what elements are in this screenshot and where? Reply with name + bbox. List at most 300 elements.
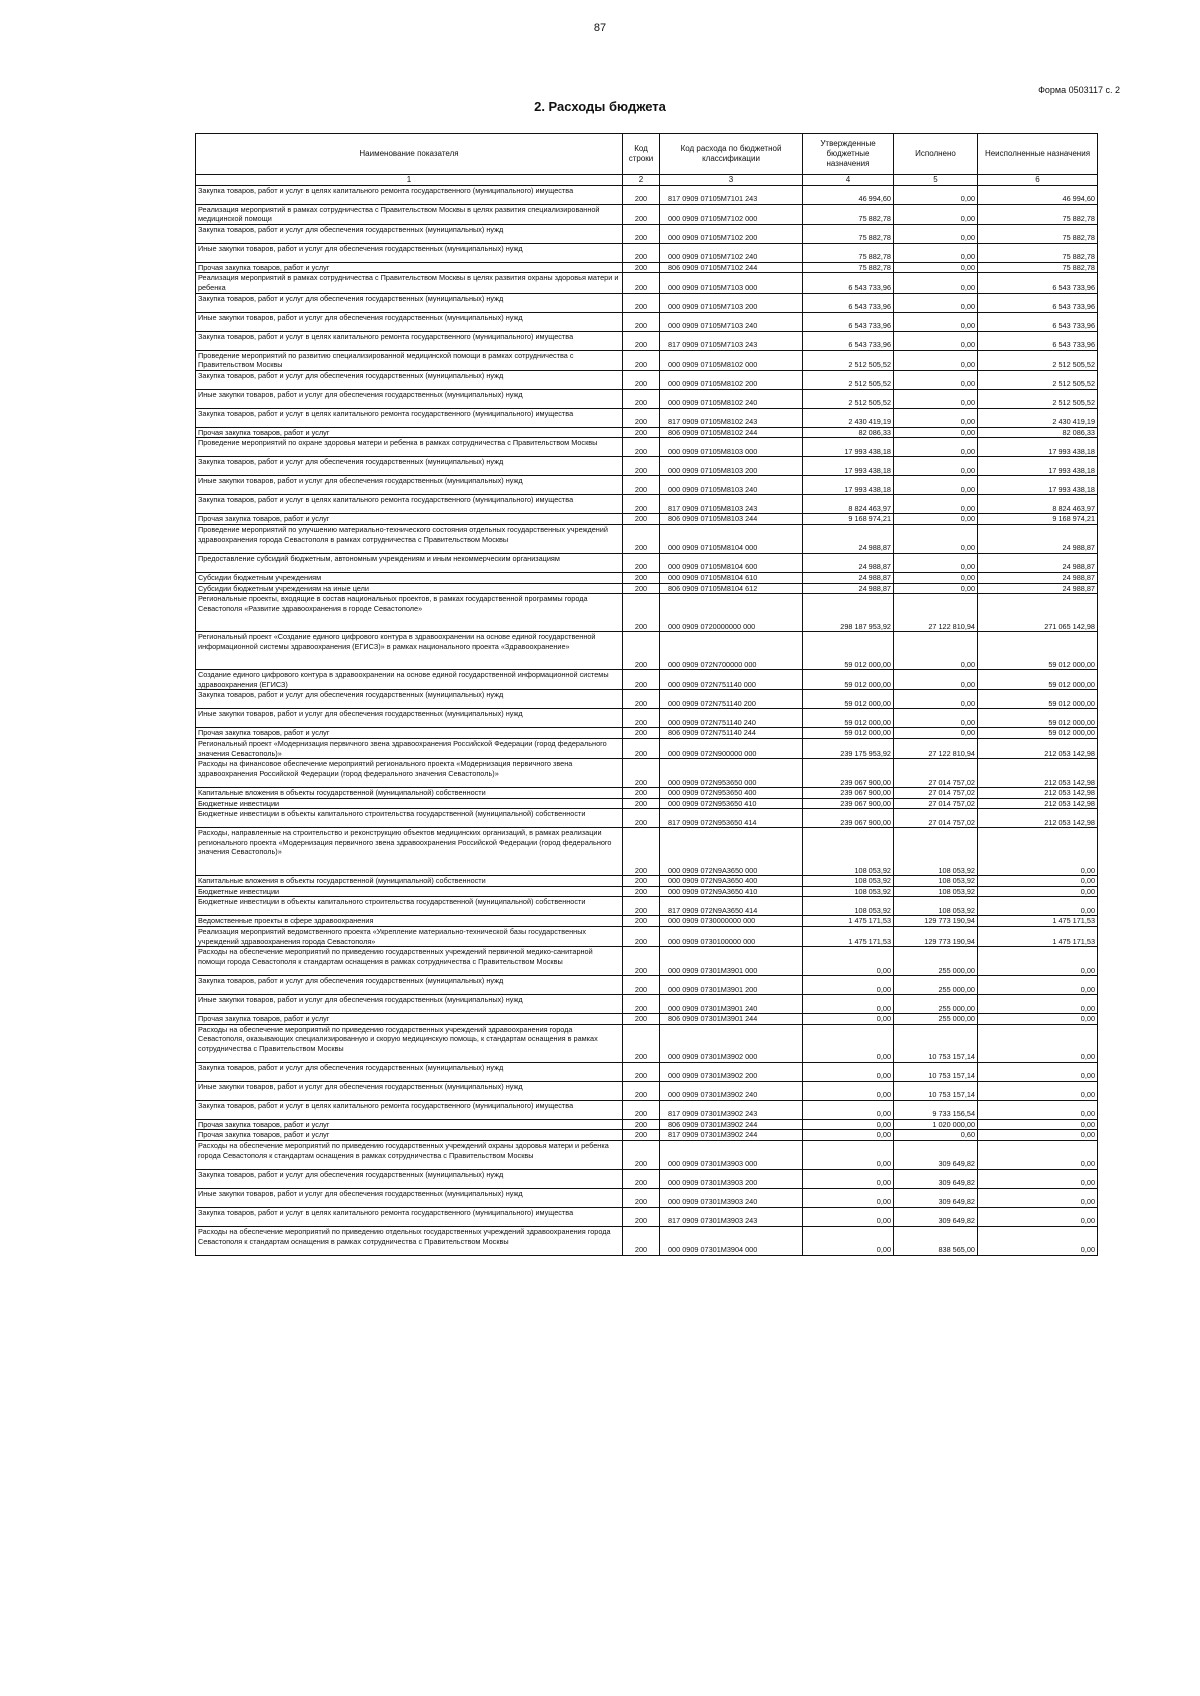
column-number: 3	[660, 175, 803, 186]
row-line-code: 200	[623, 495, 660, 514]
row-unexecuted: 17 993 438,18	[978, 457, 1098, 476]
row-unexecuted: 24 988,87	[978, 583, 1098, 594]
row-expense-code: 806 0909 07301М3902 244	[660, 1119, 803, 1130]
row-name: Расходы на обеспечение мероприятий по приведению государственных учреждений первичной медико-санитарной помощи города Севастополя к стандартам оснащения в рамках сотрудничества с Правительством Москвы	[196, 947, 623, 976]
row-approved: 0,00	[803, 976, 894, 995]
row-expense-code: 000 0909 07105М7102 200	[660, 224, 803, 243]
row-approved: 9 168 974,21	[803, 514, 894, 525]
row-executed: 0,00	[894, 185, 978, 204]
row-name: Закупка товаров, работ и услуг для обеспечения государственных (муниципальных) нужд	[196, 370, 623, 389]
column-number-row	[196, 175, 1098, 186]
row-executed: 0,00	[894, 457, 978, 476]
row-unexecuted: 59 012 000,00	[978, 670, 1098, 690]
row-name: Расходы на финансовое обеспечение мероприятий регионального проекта «Модернизация первичного звена здравоохранения Российской Федерации (город федерального значения Севастополь)»	[196, 759, 623, 788]
row-expense-code: 806 0909 07105М7102 244	[660, 262, 803, 273]
row-name: Региональный проект «Модернизация первичного звена здравоохранения Российской Федерации (город федерального значения Севастополь)»	[196, 738, 623, 758]
row-expense-code: 806 0909 07105М8104 612	[660, 583, 803, 594]
table-row	[196, 350, 1098, 370]
row-unexecuted: 212 053 142,98	[978, 759, 1098, 788]
row-line-code: 200	[623, 1119, 660, 1130]
table-row	[196, 728, 1098, 739]
header-name: Наименование показателя	[196, 134, 623, 175]
table-row	[196, 1189, 1098, 1208]
row-executed: 27 122 810,94	[894, 594, 978, 632]
row-expense-code: 000 0909 07301М3901 200	[660, 976, 803, 995]
row-unexecuted: 0,00	[978, 828, 1098, 876]
row-name: Закупка товаров, работ и услуг в целях капитального ремонта государственного (муниципального) имущества	[196, 185, 623, 204]
row-expense-code: 000 0909 07301М3903 240	[660, 1189, 803, 1208]
row-expense-code: 806 0909 072N751140 244	[660, 728, 803, 739]
page-title: 2. Расходы бюджета	[534, 99, 666, 114]
table-row	[196, 947, 1098, 976]
row-approved: 239 067 900,00	[803, 759, 894, 788]
table-row	[196, 224, 1098, 243]
row-line-code: 200	[623, 553, 660, 572]
table-row	[196, 916, 1098, 927]
row-unexecuted: 212 053 142,98	[978, 738, 1098, 758]
row-unexecuted: 0,00	[978, 947, 1098, 976]
row-approved: 24 988,87	[803, 583, 894, 594]
row-unexecuted: 2 512 505,52	[978, 350, 1098, 370]
row-name: Закупка товаров, работ и услуг для обеспечения государственных (муниципальных) нужд	[196, 224, 623, 243]
row-expense-code: 000 0909 072N900000 000	[660, 738, 803, 758]
row-unexecuted: 6 543 733,96	[978, 331, 1098, 350]
row-executed: 27 014 757,02	[894, 759, 978, 788]
table-row	[196, 427, 1098, 438]
row-line-code: 200	[623, 1170, 660, 1189]
row-executed: 0,00	[894, 670, 978, 690]
table-row	[196, 1119, 1098, 1130]
row-name: Капитальные вложения в объекты государственной (муниципальной) собственности	[196, 788, 623, 799]
row-approved: 46 994,60	[803, 185, 894, 204]
row-name: Иные закупки товаров, работ и услуг для обеспечения государственных (муниципальных) нужд	[196, 243, 623, 262]
row-approved: 6 543 733,96	[803, 312, 894, 331]
table-row	[196, 524, 1098, 553]
row-line-code: 200	[623, 350, 660, 370]
row-name: Закупка товаров, работ и услуг для обеспечения государственных (муниципальных) нужд	[196, 293, 623, 312]
table-row	[196, 798, 1098, 809]
row-name: Расходы на обеспечение мероприятий по приведению государственных учреждений здравоохранения города Севастополя, оказывающих специализированную и скорую медицинскую помощь, к стандартам оснащения в рамках сотрудничества с Правительством Москвы	[196, 1024, 623, 1062]
row-expense-code: 000 0909 0730000000 000	[660, 916, 803, 927]
row-name: Региональный проект «Создание единого цифрового контура в здравоохранении на основе единой государственной информационной системы здравоохранения (ЕГИСЗ)» в рамках национального проекта «Здравоохранение»	[196, 632, 623, 670]
table-row	[196, 1014, 1098, 1025]
row-name: Ведомственные проекты в сфере здравоохранения	[196, 916, 623, 927]
row-executed: 255 000,00	[894, 947, 978, 976]
row-executed: 27 014 757,02	[894, 798, 978, 809]
row-line-code: 200	[623, 690, 660, 709]
row-unexecuted: 0,00	[978, 1170, 1098, 1189]
row-line-code: 200	[623, 1130, 660, 1141]
row-line-code: 200	[623, 947, 660, 976]
row-executed: 0,00	[894, 572, 978, 583]
row-line-code: 200	[623, 709, 660, 728]
row-expense-code: 000 0909 0730100000 000	[660, 927, 803, 947]
header-unexecuted: Неисполненные назначения	[978, 134, 1098, 175]
row-expense-code: 000 0909 07105М8103 240	[660, 476, 803, 495]
column-number: 1	[196, 175, 623, 186]
row-executed: 0,00	[894, 293, 978, 312]
row-unexecuted: 0,00	[978, 897, 1098, 916]
row-line-code: 200	[623, 224, 660, 243]
row-line-code: 200	[623, 514, 660, 525]
row-approved: 59 012 000,00	[803, 690, 894, 709]
row-expense-code: 000 0909 072N751140 240	[660, 709, 803, 728]
row-expense-code: 000 0909 07105М8104 610	[660, 572, 803, 583]
row-executed: 10 753 157,14	[894, 1024, 978, 1062]
table-row	[196, 514, 1098, 525]
row-expense-code: 000 0909 07301М3903 200	[660, 1170, 803, 1189]
row-name: Предоставление субсидий бюджетным, автономным учреждениям и иным некоммерческим организациям	[196, 553, 623, 572]
row-name: Закупка товаров, работ и услуг в целях капитального ремонта государственного (муниципального) имущества	[196, 331, 623, 350]
row-line-code: 200	[623, 632, 660, 670]
row-line-code: 200	[623, 524, 660, 553]
row-name: Закупка товаров, работ и услуг в целях капитального ремонта государственного (муниципального) имущества	[196, 408, 623, 427]
row-unexecuted: 0,00	[978, 1189, 1098, 1208]
row-expense-code: 000 0909 07105М8102 000	[660, 350, 803, 370]
row-approved: 108 053,92	[803, 876, 894, 887]
row-name: Проведение мероприятий по улучшению материально-технического состояния отдельных государственных учреждений здравоохранения города Севастополя в рамках сотрудничества с Правительством Москвы	[196, 524, 623, 553]
row-unexecuted: 0,00	[978, 1119, 1098, 1130]
row-unexecuted: 0,00	[978, 995, 1098, 1014]
row-line-code: 200	[623, 438, 660, 457]
row-approved: 0,00	[803, 1189, 894, 1208]
table-row	[196, 1227, 1098, 1256]
row-line-code: 200	[623, 728, 660, 739]
row-approved: 0,00	[803, 1062, 894, 1081]
row-executed: 108 053,92	[894, 876, 978, 887]
expenses-table	[195, 133, 1098, 1256]
column-number: 4	[803, 175, 894, 186]
row-executed: 0,00	[894, 514, 978, 525]
row-executed: 309 649,82	[894, 1208, 978, 1227]
row-expense-code: 817 0909 072N953650 414	[660, 809, 803, 828]
header-line-code: Код строки	[623, 134, 660, 175]
row-approved: 59 012 000,00	[803, 670, 894, 690]
table-row	[196, 438, 1098, 457]
table-row	[196, 495, 1098, 514]
row-approved: 2 430 419,19	[803, 408, 894, 427]
row-executed: 27 014 757,02	[894, 788, 978, 799]
table-row	[196, 1208, 1098, 1227]
table-row	[196, 204, 1098, 224]
row-line-code: 200	[623, 427, 660, 438]
row-line-code: 200	[623, 897, 660, 916]
header-row	[196, 134, 1098, 175]
row-unexecuted: 0,00	[978, 1141, 1098, 1170]
table-row	[196, 709, 1098, 728]
row-name: Прочая закупка товаров, работ и услуг	[196, 514, 623, 525]
row-line-code: 200	[623, 370, 660, 389]
row-approved: 59 012 000,00	[803, 728, 894, 739]
row-approved: 24 988,87	[803, 524, 894, 553]
row-expense-code: 817 0909 07301М3902 243	[660, 1100, 803, 1119]
table-row	[196, 995, 1098, 1014]
row-line-code: 200	[623, 759, 660, 788]
row-name: Закупка товаров, работ и услуг в целях капитального ремонта государственного (муниципального) имущества	[196, 1100, 623, 1119]
row-expense-code: 000 0909 07105М7102 240	[660, 243, 803, 262]
row-unexecuted: 46 994,60	[978, 185, 1098, 204]
row-unexecuted: 75 882,78	[978, 204, 1098, 224]
table-row	[196, 408, 1098, 427]
table-row	[196, 1141, 1098, 1170]
row-executed: 0,00	[894, 262, 978, 273]
row-line-code: 200	[623, 886, 660, 897]
table-row	[196, 788, 1098, 799]
row-unexecuted: 212 053 142,98	[978, 809, 1098, 828]
row-unexecuted: 0,00	[978, 1081, 1098, 1100]
row-expense-code: 000 0909 07105М8104 000	[660, 524, 803, 553]
table-row	[196, 185, 1098, 204]
row-executed: 0,60	[894, 1130, 978, 1141]
row-executed: 838 565,00	[894, 1227, 978, 1256]
row-approved: 239 067 900,00	[803, 788, 894, 799]
row-approved: 82 086,33	[803, 427, 894, 438]
row-unexecuted: 6 543 733,96	[978, 273, 1098, 293]
table-row	[196, 476, 1098, 495]
row-line-code: 200	[623, 670, 660, 690]
row-line-code: 200	[623, 408, 660, 427]
row-approved: 2 512 505,52	[803, 370, 894, 389]
row-expense-code: 806 0909 07105М8103 244	[660, 514, 803, 525]
row-unexecuted: 75 882,78	[978, 262, 1098, 273]
column-number: 5	[894, 175, 978, 186]
table-row	[196, 553, 1098, 572]
row-line-code: 200	[623, 788, 660, 799]
row-unexecuted: 2 512 505,52	[978, 389, 1098, 408]
row-expense-code: 000 0909 07301М3902 000	[660, 1024, 803, 1062]
row-executed: 0,00	[894, 204, 978, 224]
row-unexecuted: 6 543 733,96	[978, 312, 1098, 331]
row-unexecuted: 0,00	[978, 1014, 1098, 1025]
row-approved: 0,00	[803, 1141, 894, 1170]
row-executed: 27 014 757,02	[894, 809, 978, 828]
row-line-code: 200	[623, 738, 660, 758]
row-expense-code: 000 0909 072N953650 000	[660, 759, 803, 788]
row-name: Региональные проекты, входящие в состав национальных проектов, в рамках государственной программы города Севастополя «Развитие здравоохранения в городе Севастополе»	[196, 594, 623, 632]
table-row	[196, 1170, 1098, 1189]
row-executed: 0,00	[894, 427, 978, 438]
row-expense-code: 000 0909 072N953650 410	[660, 798, 803, 809]
row-unexecuted: 24 988,87	[978, 553, 1098, 572]
row-name: Бюджетные инвестиции	[196, 886, 623, 897]
table-row	[196, 976, 1098, 995]
row-name: Закупка товаров, работ и услуг в целях капитального ремонта государственного (муниципального) имущества	[196, 495, 623, 514]
table-row	[196, 876, 1098, 887]
row-name: Проведение мероприятий по охране здоровья матери и ребенка в рамках сотрудничества с Правительством Москвы	[196, 438, 623, 457]
row-unexecuted: 2 512 505,52	[978, 370, 1098, 389]
row-expense-code: 000 0909 07105М7103 200	[660, 293, 803, 312]
row-name: Закупка товаров, работ и услуг для обеспечения государственных (муниципальных) нужд	[196, 690, 623, 709]
row-unexecuted: 6 543 733,96	[978, 293, 1098, 312]
row-approved: 108 053,92	[803, 886, 894, 897]
table-row	[196, 1130, 1098, 1141]
row-unexecuted: 0,00	[978, 976, 1098, 995]
table-row	[196, 738, 1098, 758]
row-approved: 1 475 171,53	[803, 927, 894, 947]
row-name: Расходы, направленные на строительство и реконструкцию объектов медицинских организаций, в рамках реализации регионального проекта «Модернизация первичного звена здравоохранения Российской Федерации (город федерального значения Севастополь)»	[196, 828, 623, 876]
row-unexecuted: 0,00	[978, 1208, 1098, 1227]
row-approved: 0,00	[803, 947, 894, 976]
row-unexecuted: 59 012 000,00	[978, 709, 1098, 728]
row-name: Иные закупки товаров, работ и услуг для обеспечения государственных (муниципальных) нужд	[196, 1189, 623, 1208]
column-number: 6	[978, 175, 1098, 186]
row-unexecuted: 1 475 171,53	[978, 916, 1098, 927]
row-expense-code: 000 0909 0720000000 000	[660, 594, 803, 632]
table-row	[196, 594, 1098, 632]
row-unexecuted: 75 882,78	[978, 224, 1098, 243]
row-executed: 309 649,82	[894, 1189, 978, 1208]
row-executed: 0,00	[894, 224, 978, 243]
row-executed: 0,00	[894, 312, 978, 331]
row-line-code: 200	[623, 476, 660, 495]
form-label: Форма 0503117 с. 2	[1038, 85, 1120, 95]
row-approved: 17 993 438,18	[803, 457, 894, 476]
row-line-code: 200	[623, 1081, 660, 1100]
table-row	[196, 1062, 1098, 1081]
row-name: Субсидии бюджетным учреждениям	[196, 572, 623, 583]
row-line-code: 200	[623, 572, 660, 583]
row-line-code: 200	[623, 1062, 660, 1081]
table-row	[196, 670, 1098, 690]
row-approved: 59 012 000,00	[803, 632, 894, 670]
row-line-code: 200	[623, 594, 660, 632]
row-name: Закупка товаров, работ и услуг для обеспечения государственных (муниципальных) нужд	[196, 457, 623, 476]
table-row	[196, 1081, 1098, 1100]
row-line-code: 200	[623, 876, 660, 887]
row-executed: 0,00	[894, 370, 978, 389]
row-line-code: 200	[623, 809, 660, 828]
row-approved: 0,00	[803, 1208, 894, 1227]
row-name: Реализация мероприятий ведомственного проекта «Укрепление материально-технической базы государственных учреждений здравоохранения города Севастополя»	[196, 927, 623, 947]
row-expense-code: 000 0909 072N953650 400	[660, 788, 803, 799]
row-expense-code: 000 0909 07105М7103 000	[660, 273, 803, 293]
row-unexecuted: 2 430 419,19	[978, 408, 1098, 427]
row-line-code: 200	[623, 185, 660, 204]
row-executed: 0,00	[894, 553, 978, 572]
row-name: Иные закупки товаров, работ и услуг для обеспечения государственных (муниципальных) нужд	[196, 995, 623, 1014]
row-unexecuted: 271 065 142,98	[978, 594, 1098, 632]
row-executed: 0,00	[894, 728, 978, 739]
row-executed: 255 000,00	[894, 1014, 978, 1025]
row-unexecuted: 9 168 974,21	[978, 514, 1098, 525]
row-approved: 59 012 000,00	[803, 709, 894, 728]
row-executed: 0,00	[894, 690, 978, 709]
row-executed: 10 753 157,14	[894, 1062, 978, 1081]
row-name: Субсидии бюджетным учреждениям на иные цели	[196, 583, 623, 594]
row-name: Закупка товаров, работ и услуг для обеспечения государственных (муниципальных) нужд	[196, 976, 623, 995]
table-row	[196, 370, 1098, 389]
row-executed: 27 122 810,94	[894, 738, 978, 758]
row-name: Иные закупки товаров, работ и услуг для обеспечения государственных (муниципальных) нужд	[196, 709, 623, 728]
row-executed: 255 000,00	[894, 995, 978, 1014]
row-line-code: 200	[623, 1141, 660, 1170]
row-expense-code: 806 0909 07301М3901 244	[660, 1014, 803, 1025]
row-line-code: 200	[623, 828, 660, 876]
row-executed: 0,00	[894, 524, 978, 553]
row-expense-code: 000 0909 07105М7103 240	[660, 312, 803, 331]
row-unexecuted: 59 012 000,00	[978, 690, 1098, 709]
row-executed: 9 733 156,54	[894, 1100, 978, 1119]
row-name: Реализация мероприятий в рамках сотрудничества с Правительством Москвы в целях развития специализированной медицинской помощи	[196, 204, 623, 224]
row-line-code: 200	[623, 1208, 660, 1227]
row-approved: 17 993 438,18	[803, 438, 894, 457]
row-approved: 108 053,92	[803, 897, 894, 916]
row-executed: 129 773 190,94	[894, 927, 978, 947]
row-expense-code: 817 0909 07105М8102 243	[660, 408, 803, 427]
row-line-code: 200	[623, 1189, 660, 1208]
row-unexecuted: 0,00	[978, 876, 1098, 887]
row-approved: 17 993 438,18	[803, 476, 894, 495]
row-name: Прочая закупка товаров, работ и услуг	[196, 1119, 623, 1130]
row-expense-code: 000 0909 07301М3901 000	[660, 947, 803, 976]
row-approved: 1 475 171,53	[803, 916, 894, 927]
row-approved: 0,00	[803, 1081, 894, 1100]
row-line-code: 200	[623, 1014, 660, 1025]
row-approved: 239 067 900,00	[803, 809, 894, 828]
row-expense-code: 817 0909 07105М7101 243	[660, 185, 803, 204]
row-line-code: 200	[623, 331, 660, 350]
row-executed: 0,00	[894, 438, 978, 457]
row-name: Бюджетные инвестиции в объекты капитального строительства государственной (муниципальной) собственности	[196, 809, 623, 828]
row-name: Проведение мероприятий по развитию специализированной медицинской помощи в рамках сотрудничества с Правительством Москвы	[196, 350, 623, 370]
row-executed: 309 649,82	[894, 1141, 978, 1170]
row-approved: 2 512 505,52	[803, 389, 894, 408]
row-expense-code: 000 0909 07105М7102 000	[660, 204, 803, 224]
row-unexecuted: 0,00	[978, 1100, 1098, 1119]
row-executed: 309 649,82	[894, 1170, 978, 1189]
row-approved: 8 824 463,97	[803, 495, 894, 514]
row-name: Закупка товаров, работ и услуг в целях капитального ремонта государственного (муниципального) имущества	[196, 1208, 623, 1227]
row-name: Иные закупки товаров, работ и услуг для обеспечения государственных (муниципальных) нужд	[196, 476, 623, 495]
row-line-code: 200	[623, 976, 660, 995]
row-expense-code: 000 0909 07301М3901 240	[660, 995, 803, 1014]
row-name: Бюджетные инвестиции	[196, 798, 623, 809]
row-name: Прочая закупка товаров, работ и услуг	[196, 262, 623, 273]
row-name: Иные закупки товаров, работ и услуг для обеспечения государственных (муниципальных) нужд	[196, 389, 623, 408]
row-unexecuted: 24 988,87	[978, 572, 1098, 583]
row-executed: 0,00	[894, 583, 978, 594]
table-row	[196, 457, 1098, 476]
row-executed: 108 053,92	[894, 897, 978, 916]
row-expense-code: 000 0909 07105М8102 240	[660, 389, 803, 408]
row-expense-code: 806 0909 07105М8102 244	[660, 427, 803, 438]
row-name: Прочая закупка товаров, работ и услуг	[196, 427, 623, 438]
row-line-code: 200	[623, 995, 660, 1014]
table-row	[196, 759, 1098, 788]
row-approved: 75 882,78	[803, 262, 894, 273]
row-expense-code: 817 0909 07105М8103 243	[660, 495, 803, 514]
row-name: Закупка товаров, работ и услуг для обеспечения государственных (муниципальных) нужд	[196, 1170, 623, 1189]
row-name: Иные закупки товаров, работ и услуг для обеспечения государственных (муниципальных) нужд	[196, 312, 623, 331]
table-row	[196, 690, 1098, 709]
row-approved: 0,00	[803, 1227, 894, 1256]
row-unexecuted: 212 053 142,98	[978, 788, 1098, 799]
row-executed: 0,00	[894, 408, 978, 427]
row-expense-code: 000 0909 07301М3902 240	[660, 1081, 803, 1100]
row-unexecuted: 59 012 000,00	[978, 728, 1098, 739]
table-row	[196, 331, 1098, 350]
row-approved: 0,00	[803, 1100, 894, 1119]
row-name: Прочая закупка товаров, работ и услуг	[196, 728, 623, 739]
table-row	[196, 293, 1098, 312]
row-line-code: 200	[623, 457, 660, 476]
row-name: Создание единого цифрового контура в здравоохранении на основе единой государственной информационной системы здравоохранения (ЕГИСЗ)	[196, 670, 623, 690]
row-approved: 239 175 953,92	[803, 738, 894, 758]
row-approved: 6 543 733,96	[803, 293, 894, 312]
row-approved: 298 187 953,92	[803, 594, 894, 632]
row-expense-code: 000 0909 072N9А3650 000	[660, 828, 803, 876]
header-approved: Утвержденные бюджетные назначения	[803, 134, 894, 175]
